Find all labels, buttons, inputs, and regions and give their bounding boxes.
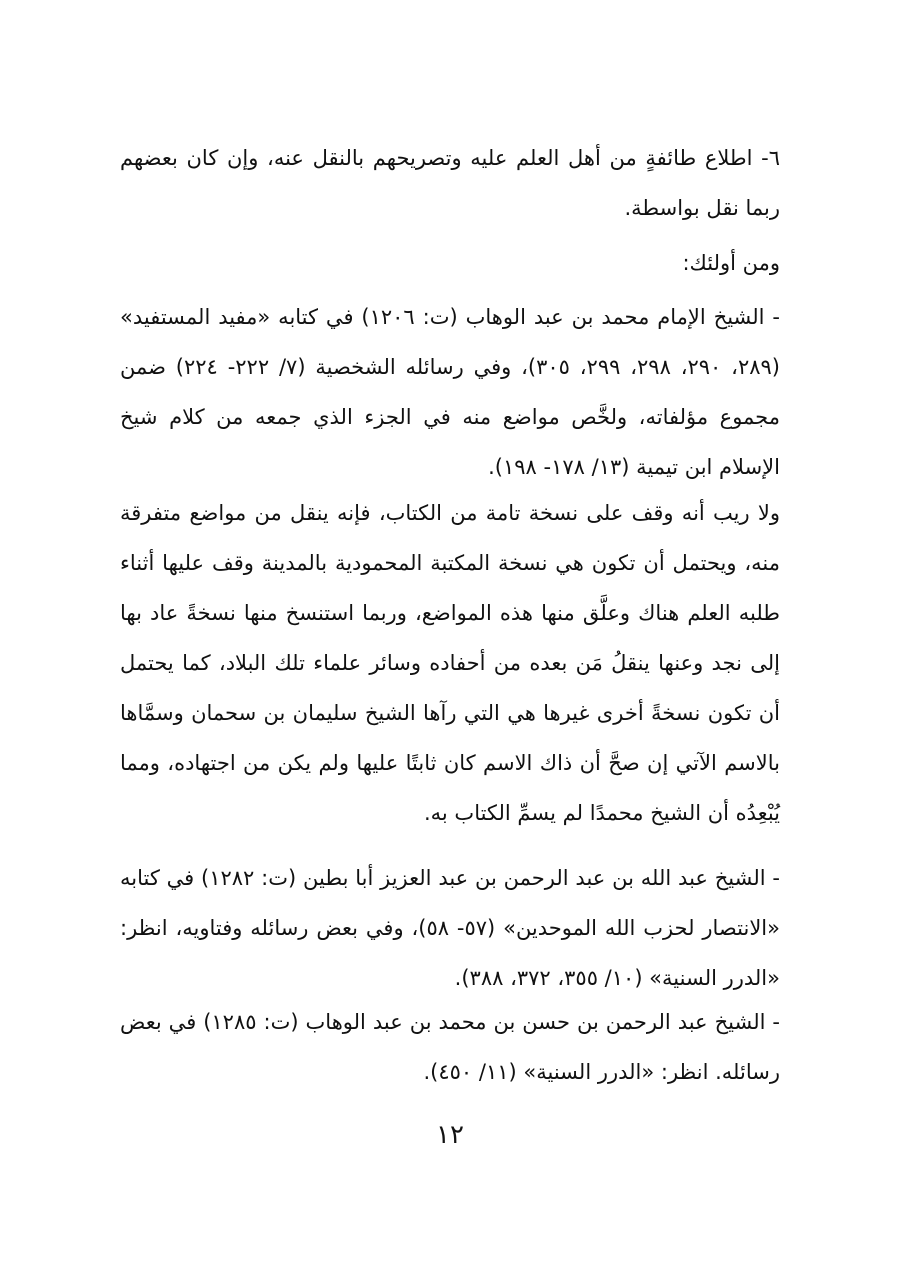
paragraph-abd-al-rahman-ibn-hasan: - الشيخ عبد الرحمن بن حسن بن محمد بن عبد الوهاب (ت: ١٢٨٥) في بعض رسائله. انظر: «الدرر السنية» (١١/ ٤٥٠).: [120, 1010, 780, 1084]
paragraph-manuscript-discussion: ولا ريب أنه وقف على نسخة تامة من الكتاب، فإنه ينقل من مواضع متفرقة منه، ويحتمل أن تكون هي نسخة المكتبة المحمودية بالمدينة وقف عليها أثناء طلبه العلم هناك وعلَّق منها هذه المواضع، وربما استنسخ منها نسخةً عاد بها إلى نجد وعنها ينقلُ مَن بعده من أحفاده وسائر علماء تلك البلاد، كما يحتمل أن تكون نسخةً أخرى غيرها هي التي رآها الشيخ سليمان بن سحمان وسمَّاها بالاسم الآتي إن صحَّ أن ذاك الاسم كان ثابتًا عليها ولم يكن من اجتهاده، ومما يُبْعِدُه أن الشيخ محمدًا لم يسمِّ الكتاب به.: [120, 501, 780, 825]
page-number: ١٢: [436, 1120, 464, 1150]
paragraph-among-them: ومن أولئك:: [682, 251, 780, 275]
paragraph-ibn-abd-al-wahhab: - الشيخ الإمام محمد بن عبد الوهاب (ت: ١٢٠٦) في كتابه «مفيد المستفيد» (٢٨٩، ٢٩٠، ٢٩٨، ٢٩٩، ٣٠٥)، وفي رسائله الشخصية (٧/ ٢٢٢- ٢٢٤) ضمن مجموع مؤلفاته، ولخَّص مواضع منه في الجزء الذي جمعه من كلام شيخ الإسلام ابن تيمية (١٣/ ١٧٨- ١٩٨).: [120, 305, 780, 479]
paragraph-point-6: ٦- اطلاع طائفةٍ من أهل العلم عليه وتصريحهم بالنقل عنه، وإن كان بعضهم ربما نقل بواسطة.: [120, 146, 780, 220]
paragraph-aba-butayn: - الشيخ عبد الله بن عبد الرحمن بن عبد العزيز أبا بطين (ت: ١٢٨٢) في كتابه «الانتصار لحزب الله الموحدين» (٥٧- ٥٨)، وفي بعض رسائله وفتاويه، انظر: «الدرر السنية» (١٠/ ٣٥٥، ٣٧٢، ٣٨٨).: [120, 866, 781, 990]
